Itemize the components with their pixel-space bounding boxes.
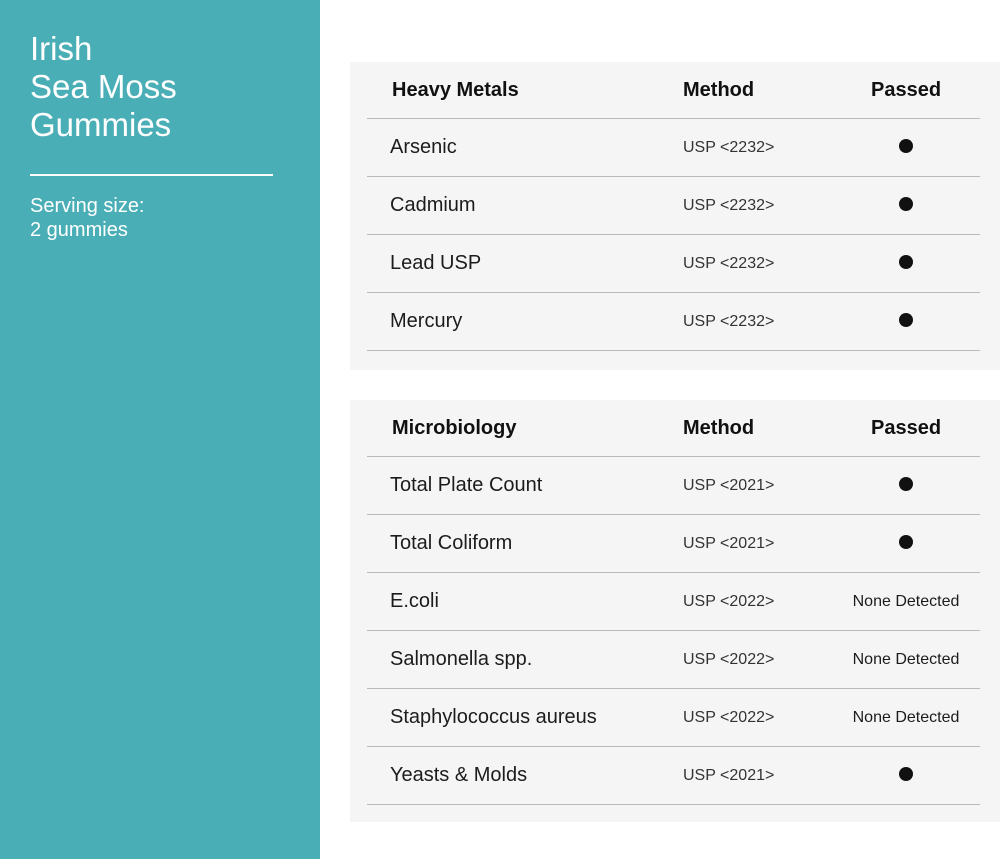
passed-dot-icon [832,293,980,350]
passed-result-text: None Detected [852,709,960,726]
product-title-line: Gummies [30,106,172,143]
table-body [350,119,1000,351]
test-name: Salmonella spp. [390,648,533,670]
header-passed: Passed [871,417,942,439]
table-body [350,457,1000,805]
test-method: USP <2232> [683,197,775,214]
filled-circle-icon [899,197,913,211]
passed-dot-icon [832,515,980,572]
header-method: Method [683,417,755,439]
test-name: Arsenic [390,136,457,158]
table-row [367,573,980,631]
table-row [367,631,980,689]
filled-circle-icon [899,255,913,269]
passed-dot-icon [832,457,980,514]
test-name: E.coli [390,590,439,612]
passed-result-text: None Detected [852,651,960,668]
table-row [367,457,980,515]
test-method: USP <2022> [683,651,775,668]
test-method: USP <2022> [683,593,775,610]
test-name: Lead USP [390,252,482,274]
filled-circle-icon [899,313,913,327]
serving-size-value: 2 gummies [30,219,128,241]
table-header [367,62,980,119]
header-method: Method [683,79,755,101]
table-row [367,515,980,573]
filled-circle-icon [899,767,913,781]
filled-circle-icon [899,535,913,549]
header-passed: Passed [871,79,942,101]
test-name: Cadmium [390,194,476,216]
table-row [367,119,980,177]
passed-result-text: None Detected [852,593,960,610]
test-name: Total Coliform [390,532,513,554]
test-name: Mercury [390,310,463,332]
table-header [367,400,980,457]
test-method: USP <2021> [683,767,775,784]
product-title-line: Sea Moss [30,68,177,105]
sidebar [0,0,320,859]
microbiology-table [350,400,1000,822]
passed-dot-icon [832,235,980,292]
test-method: USP <2022> [683,709,775,726]
test-name: Yeasts & Molds [390,764,528,786]
table-row [367,235,980,293]
heavy-metals-table [350,62,1000,370]
test-method: USP <2021> [683,535,775,552]
test-name: Staphylococcus aureus [390,706,597,728]
test-method: USP <2232> [683,139,775,156]
serving-size-label: Serving size: [30,195,145,217]
header-category: Microbiology [392,417,517,439]
sidebar-divider [30,174,273,176]
product-title [30,30,290,144]
test-method: USP <2232> [683,313,775,330]
table-row [367,747,980,805]
filled-circle-icon [899,477,913,491]
test-method: USP <2232> [683,255,775,272]
serving-size [30,194,145,242]
table-row [367,177,980,235]
filled-circle-icon [899,139,913,153]
product-title-line: Irish [30,30,93,67]
table-row [367,293,980,351]
test-name: Total Plate Count [390,474,543,496]
header-category: Heavy Metals [392,79,519,101]
passed-dot-icon [832,747,980,804]
passed-dot-icon [832,119,980,176]
passed-dot-icon [832,177,980,234]
table-row [367,689,980,747]
test-method: USP <2021> [683,477,775,494]
